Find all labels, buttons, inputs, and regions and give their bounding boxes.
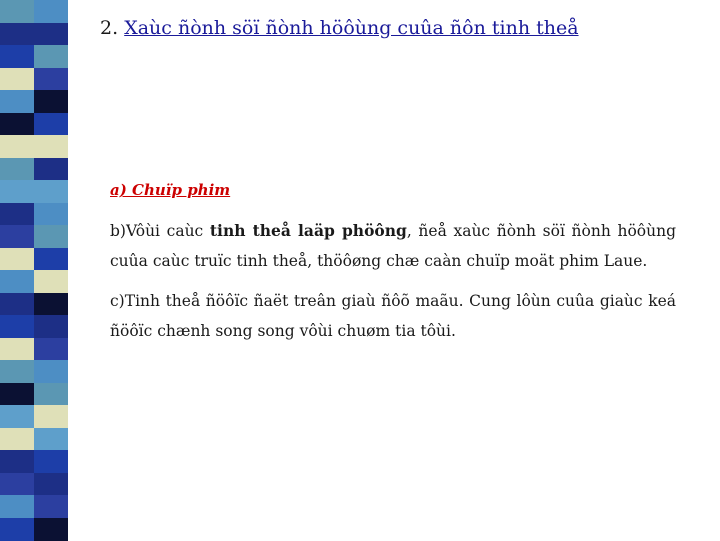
item-b-paragraph (110, 216, 676, 276)
stripe-block (34, 518, 68, 541)
stripe-block (0, 405, 34, 428)
item-b-suffix: , ñeå xaùc ñònh söï ñònh höôùng cuûa caùc truïc tinh theå, thöôøng chæ caàn chuïp moät phim Laue. (110, 222, 677, 270)
stripe-block (0, 203, 34, 226)
stripe-block (34, 23, 68, 46)
stripe-block (34, 68, 68, 91)
stripe-block (0, 180, 34, 203)
stripe-block (34, 428, 68, 451)
stripe-block (0, 23, 34, 46)
stripe-block (34, 158, 68, 181)
stripe-block (0, 495, 34, 518)
stripe-block (34, 270, 68, 293)
stripe-block (0, 518, 34, 541)
stripe-block (0, 135, 34, 158)
stripe-block (34, 248, 68, 271)
stripe-block (0, 225, 34, 248)
stripe-block (34, 135, 68, 158)
page-title (100, 17, 579, 39)
stripe-block (34, 338, 68, 361)
stripe-block (0, 360, 34, 383)
stripe-block (34, 180, 68, 203)
item-b-prefix: b)Vôùi caùc (110, 222, 210, 240)
stripe-block (0, 428, 34, 451)
title-number: 2. (100, 17, 119, 39)
stripe-block (0, 113, 34, 136)
stripe-block (34, 495, 68, 518)
stripe-block (0, 293, 34, 316)
stripe-block (0, 338, 34, 361)
stripe-block (0, 158, 34, 181)
stripe-block (0, 450, 34, 473)
item-c-paragraph: c)Tinh theå ñöôïc ñaët treân giaù ñôõ maãu. Cung lôùn cuûa giaùc keá ñöôïc chænh song song vôùi chuøm tia tôùi. (110, 292, 676, 340)
decorative-stripe (0, 0, 68, 540)
stripe-block (0, 473, 34, 496)
stripe-block (0, 45, 34, 68)
stripe-block (0, 0, 34, 23)
stripe-block (34, 383, 68, 406)
item-b-bold: tinh theå laäp phöông (209, 221, 407, 240)
stripe-block (34, 113, 68, 136)
stripe-block (0, 90, 34, 113)
stripe-block (0, 383, 34, 406)
stripe-block (34, 203, 68, 226)
stripe-block (0, 68, 34, 91)
item-a-heading: a) Chuïp phim (110, 181, 231, 199)
stripe-block (34, 405, 68, 428)
stripe-block (34, 293, 68, 316)
stripe-block (34, 315, 68, 338)
stripe-block (34, 473, 68, 496)
title-text: Xaùc ñònh söï ñònh höôùng cuûa ñôn tinh theå (124, 17, 579, 39)
stripe-block (0, 248, 34, 271)
stripe-block (0, 270, 34, 293)
stripe-block (34, 450, 68, 473)
stripe-block (34, 90, 68, 113)
stripe-block (34, 360, 68, 383)
stripe-block (34, 45, 68, 68)
stripe-block (0, 315, 34, 338)
stripe-block (34, 225, 68, 248)
stripe-block (34, 0, 68, 23)
